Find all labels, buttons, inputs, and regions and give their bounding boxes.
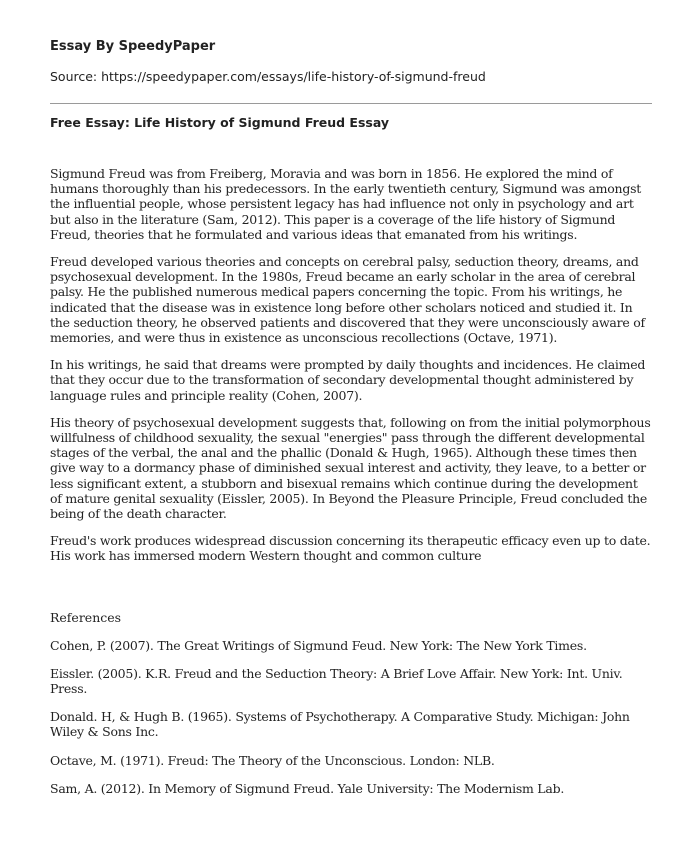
reference-item: Eissler. (2005). K.R. Freud and the Seduction Theory: A Brief Love Affair. New York: Int. Univ. Press.	[50, 665, 623, 697]
essay-paragraph: In his writings, he said that dreams were prompted by daily thoughts and incidences. He claimed that they occur due to the transformation of secondary developmental thought administered by language rules and principle reality (Cohen, 2007).	[50, 357, 646, 403]
document-page	[50, 38, 652, 809]
essay-paragraph: Freud's work produces widespread discussion concerning its therapeutic efficacy even up to date. His work has immersed modern Western thought and common culture	[50, 533, 651, 564]
references-list	[50, 638, 652, 796]
essay-body	[50, 166, 652, 564]
references-heading: References	[50, 609, 122, 625]
reference-item: Octave, M. (1971). Freud: The Theory of the Unconscious. London: NLB.	[50, 752, 495, 768]
site-title: Essay By SpeedyPaper	[50, 39, 216, 54]
reference-item: Donald. H, & Hugh B. (1965). Systems of Psychotherapy. A Comparative Study. Michigan: John Wiley & Sons Inc.	[50, 709, 630, 740]
header-divider	[50, 103, 652, 104]
essay-paragraph: His theory of psychosexual development suggests that, following on from the initial polymorphous willfulness of childhood sexuality, the sexual "energies" pass through the different developmental stages of the verbal, the anal and the phallic (Donald & Hugh, 1965). Although these times then give way to a dormancy phase of diminished sexual interest and activity, they leave, to a better or less significant extent, a stubborn and bisexual remains which continue during the development of mature genital sexuality (Eissler, 2005). In Beyond the Pleasure Principle, Freud concluded the being of the death character.	[50, 414, 651, 522]
reference-item: Sam, A. (2012). In Memory of Sigmund Freud. Yale University: The Modernism Lab.	[50, 780, 565, 796]
source-line: Source: https://speedypaper.com/essays/life-history-of-sigmund-freud	[50, 69, 486, 84]
essay-title: Free Essay: Life History of Sigmund Freud Essay	[50, 115, 390, 130]
reference-item: Cohen, P. (2007). The Great Writings of Sigmund Feud. New York: The New York Times.	[50, 637, 587, 653]
essay-paragraph: Sigmund Freud was from Freiberg, Moravia and was born in 1856. He explored the mind of humans thoroughly than his predecessors. In the early twentieth century, Sigmund was amongst the influential people, whose persistent legacy has had influence not only in psychology and art but also in the literature (Sam, 2012). This paper is a coverage of the life history of Sigmund Freud, theories that he formulated and various ideas that emanated from his writings.	[50, 166, 642, 242]
essay-paragraph: Freud developed various theories and concepts on cerebral palsy, seduction theory, dreams, and psychosexual development. In the 1980s, Freud became an early scholar in the area of cerebral palsy. He the published numerous medical papers concerning the topic. From his writings, he indicated that the disease was in existence long before other scholars noticed and studied it. In the seduction theory, he observed patients and discovered that they were unconsciously aware of memories, and were thus in existence as unconscious recollections (Octave, 1971).	[50, 254, 645, 346]
